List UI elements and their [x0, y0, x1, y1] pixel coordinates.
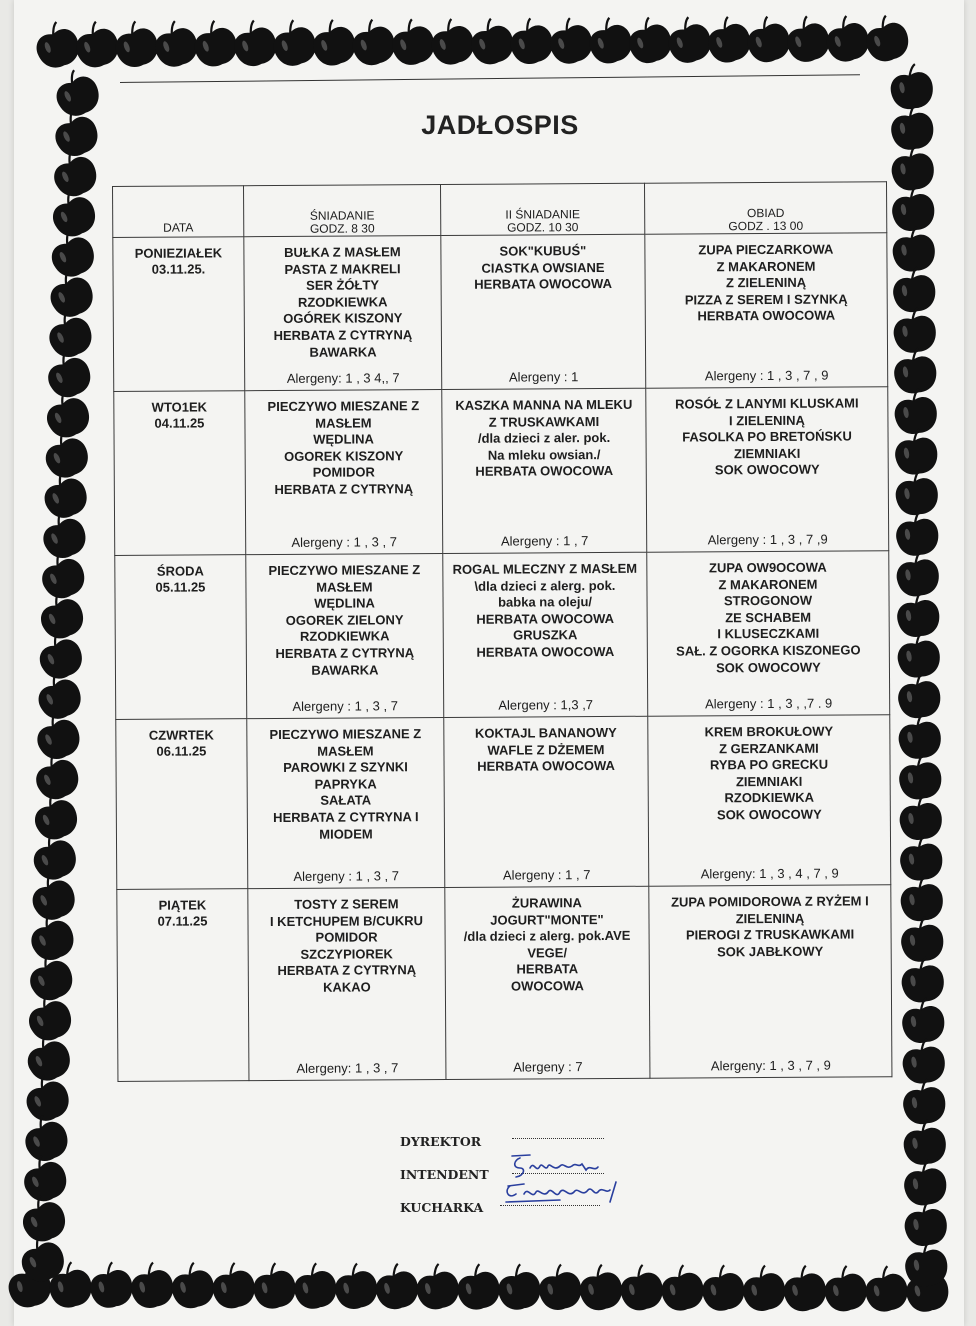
- apple-icon: [411, 1260, 463, 1313]
- handwritten-signature: [490, 1150, 640, 1220]
- meal-items: [449, 561, 641, 662]
- breakfast-cell: [247, 717, 445, 888]
- lunch-cell: [649, 885, 892, 1078]
- meal-item: HERBATA OWOCOWA: [476, 610, 615, 627]
- allergen-note: Alergeny: 1 , 3 4,, 7: [286, 370, 400, 387]
- allergen-note: Alergeny : 1,3 ,7: [498, 697, 594, 714]
- day-date: 03.11.25.: [151, 261, 206, 277]
- apple-icon: [85, 1259, 137, 1312]
- apple-icon: [819, 1262, 871, 1315]
- apple-icon: [656, 1262, 708, 1315]
- lunch-cell: [647, 551, 890, 716]
- apple-icon: [615, 1261, 667, 1314]
- second-breakfast-cell: [442, 388, 647, 553]
- meal-item: Z MAKARONEM: [716, 258, 816, 274]
- meal-item: MASŁEM: [315, 415, 372, 431]
- apple-icon: [109, 17, 164, 72]
- second-breakfast-cell: [444, 716, 649, 887]
- apple-icon: [126, 1259, 178, 1312]
- apple-icon: [895, 752, 944, 802]
- lunch-cell: [648, 715, 891, 886]
- apple-icon: [504, 14, 559, 69]
- header-breakfast-time: GODZ. 8 30: [309, 221, 375, 236]
- breakfast-cell: [248, 887, 446, 1080]
- meal-item: PIECZYWO MIESZANE Z: [268, 562, 421, 579]
- apple-icon: [741, 12, 796, 67]
- allergen-note: Alergeny : 1 , 7: [500, 533, 589, 550]
- apple-icon: [30, 17, 85, 72]
- allergen-note: Alergeny : 1: [508, 369, 579, 385]
- apple-icon: [425, 14, 480, 69]
- meal-item: ZUPA OW9OCOWA: [708, 559, 827, 576]
- meal-item: SOK JABŁKOWY: [717, 943, 824, 960]
- meal-item: BAWARKA: [309, 343, 377, 360]
- meal-item: HERBATA Z CYTRYNĄ: [275, 645, 415, 661]
- meal-item: KASZKA MANNA NA MLEKU: [455, 396, 633, 413]
- meal-items: [451, 895, 643, 996]
- meal-item: Z GERZANKAMI: [719, 740, 819, 756]
- meal-items: [447, 243, 638, 294]
- allergen-note: Alergeny: 1 , 3 , 7: [296, 1060, 399, 1077]
- day-row: [113, 233, 888, 392]
- meal-item: KREM BROKUŁOWY: [704, 723, 834, 740]
- apple-icon: [892, 468, 941, 518]
- meal-items: [254, 896, 439, 997]
- meal-item: I KLUSECZKAMI: [717, 626, 820, 642]
- second-breakfast-cell: [443, 552, 648, 717]
- apple-icon: [738, 1262, 790, 1315]
- meal-item: SOK OWOCOWY: [716, 659, 821, 675]
- apple-icon: [543, 13, 598, 68]
- meal-item: ROGAL MLECZNY Z MASŁEM: [452, 560, 638, 577]
- breakfast-cell: [244, 235, 442, 390]
- apple-icon: [385, 15, 440, 70]
- page-title: JADŁOSPIS: [421, 110, 579, 140]
- second-breakfast-cell: [445, 886, 650, 1079]
- meal-item: OWOCOWA: [510, 978, 584, 994]
- apple-icon: [891, 387, 940, 437]
- header-date: DATA: [113, 186, 244, 238]
- header-second-breakfast: [440, 183, 644, 235]
- header-second-breakfast-name: II ŚNIADANIE: [505, 207, 581, 222]
- meal-item: KAKAO: [323, 979, 371, 995]
- breakfast-cell: [246, 553, 444, 718]
- day-date: 06.11.25: [156, 743, 207, 759]
- apple-icon: [894, 671, 943, 721]
- apple-icon: [888, 184, 937, 234]
- meal-item: ZIEMNIAKI: [735, 773, 803, 789]
- meal-item: VEGE/: [527, 945, 568, 961]
- apple-icon: [898, 996, 947, 1046]
- meal-items: [252, 562, 437, 679]
- apple-icon: [780, 12, 835, 67]
- header-second-breakfast-time: GODZ. 10 30: [507, 220, 579, 235]
- meal-items: [655, 893, 884, 961]
- day-cell: [115, 555, 247, 720]
- apple-icon: [901, 1199, 950, 1249]
- meal-item: POMIDOR: [312, 464, 375, 481]
- day-date: 04.11.25: [154, 415, 205, 431]
- lunch-cell: [646, 387, 889, 552]
- meal-item: KOKTAJL BANANOWY: [474, 724, 617, 741]
- meal-items: [450, 725, 641, 776]
- apple-icon: [889, 224, 938, 274]
- apple-icon: [69, 17, 124, 72]
- day-row: [115, 551, 890, 720]
- header-lunch: [644, 182, 886, 234]
- meal-item: I KETCHUPEM B/CUKRU: [269, 912, 424, 929]
- meal-item: SER ŻÓŁTY: [306, 277, 380, 294]
- meal-item: ŻURAWINA: [511, 895, 582, 911]
- meal-item: ROSÓŁ Z LANYMI KLUSKAMI: [675, 395, 859, 412]
- day-cell: [117, 889, 249, 1082]
- apple-icon: [897, 914, 946, 964]
- meal-item: SAŁATA: [320, 792, 372, 809]
- apple-icon: [889, 265, 938, 315]
- apple-icon: [574, 1261, 626, 1314]
- meal-items: [652, 395, 882, 479]
- breakfast-cell: [245, 389, 443, 554]
- meal-item: PIEROGI Z TRUSKAWKAMI: [685, 926, 855, 943]
- apple-icon: [370, 1260, 422, 1313]
- meal-items: [653, 559, 883, 677]
- meal-item: WĘDLINA: [313, 431, 374, 447]
- header-breakfast: [244, 184, 441, 236]
- meal-items: [250, 244, 435, 361]
- apple-icon: [493, 1261, 545, 1314]
- allergen-note: Alergeny : 1 , 3 , 7: [291, 534, 397, 551]
- apple-icon: [896, 793, 945, 843]
- day-date: 05.11.25: [155, 579, 206, 595]
- apple-icon: [452, 1261, 504, 1314]
- meal-item: /dla dzieci z alerg. pok.AVE: [463, 928, 631, 945]
- allergen-note: Alergeny: 1 , 3 , 4 , 7 , 9: [700, 865, 839, 882]
- cook-label: KUCHARKA: [400, 1200, 484, 1215]
- apple-icon: [894, 630, 943, 680]
- meal-item: SAŁ. Z OGORKA KISZONEGO: [676, 642, 861, 659]
- director-label: DYREKTOR: [400, 1134, 482, 1149]
- apple-icon: [188, 16, 243, 71]
- day-name: CZWRTEK: [148, 727, 214, 743]
- meal-item: \dla dzieci z alerg. pok.: [474, 577, 616, 594]
- meal-item: STROGONOW: [723, 592, 813, 609]
- meal-item: HERBATA OWOCOWA: [476, 643, 615, 660]
- apple-icon: [860, 1263, 912, 1316]
- meal-item: /dla dzieci z aler. pok.: [477, 430, 611, 446]
- meal-item: MASŁEM: [317, 743, 374, 759]
- meal-item: PIZZA Z SEREM I SZYNKĄ: [684, 291, 848, 308]
- apple-icon: [289, 1260, 341, 1313]
- day-date: 07.11.25: [157, 913, 208, 929]
- allergen-note: Alergeny : 1 , 3 , 7 ,9: [707, 532, 828, 548]
- meal-item: ZIELENINĄ: [735, 910, 805, 926]
- allergen-note: Alergeny : 1 , 3 , ,7 . 9: [705, 696, 833, 712]
- meal-item: HERBATA: [516, 961, 579, 977]
- meal-item: PIECZYWO MIESZANE Z: [267, 398, 420, 415]
- second-breakfast-cell: [441, 234, 646, 389]
- meal-item: HERBATA OWOCOWA: [697, 307, 836, 324]
- meal-item: MIODEM: [319, 825, 373, 842]
- meal-items: [251, 398, 436, 499]
- meal-item: OGOREK KISZONY: [284, 448, 404, 464]
- allergen-note: Alergeny : 1 , 7: [502, 867, 591, 884]
- day-cell: [116, 719, 248, 890]
- meal-item: TOSTY Z SEREM: [294, 896, 399, 912]
- apple-icon: [900, 1158, 949, 1208]
- apple-icon: [893, 549, 942, 599]
- meal-item: HERBATA Z CYTRYNĄ: [273, 327, 413, 343]
- apple-icon: [697, 1262, 749, 1315]
- meal-item: CIASTKA OWSIANE: [481, 259, 605, 276]
- meal-item: Z MAKARONEM: [718, 576, 818, 592]
- meal-item: WĘDLINA: [314, 595, 375, 611]
- day-name: PONIEZIAŁEK: [134, 245, 223, 261]
- meal-item: PAPRYKA: [314, 776, 377, 792]
- apple-icon: [166, 1259, 218, 1312]
- apple-icon: [534, 1261, 586, 1314]
- apple-icon: [48, 64, 105, 121]
- meal-item: Z TRUSKAWKAMI: [488, 413, 600, 430]
- apple-icon: [778, 1262, 830, 1315]
- director-signature-line: [512, 1138, 604, 1139]
- apple-icon: [267, 15, 322, 70]
- meal-item: HERBATA OWOCOWA: [475, 463, 614, 480]
- meal-item: SOK OWOCOWY: [714, 462, 820, 478]
- day-row: [117, 885, 892, 1082]
- apple-icon: [227, 16, 282, 71]
- apple-icon: [896, 833, 945, 883]
- meal-item: BAWARKA: [311, 661, 379, 678]
- allergen-note: Alergeny : 1 , 3 , 7: [292, 698, 398, 715]
- apple-icon: [622, 13, 677, 68]
- meal-item: POMIDOR: [315, 929, 378, 945]
- meal-item: ZIEMNIAKI: [733, 445, 801, 461]
- apple-icon: [898, 955, 947, 1005]
- apple-icon: [897, 874, 946, 924]
- meal-item: I ZIELENINĄ: [728, 412, 805, 428]
- meal-item: Na mleku owsian./: [487, 446, 601, 463]
- meal-item: PIECZYWO MIESZANE Z: [269, 726, 422, 743]
- meal-item: SOK OWOCOWY: [716, 806, 822, 823]
- apple-icon: [662, 12, 717, 67]
- apple-icon: [820, 11, 875, 66]
- meal-item: PASTA Z MAKRELI: [284, 260, 401, 277]
- apple-icon: [701, 12, 756, 67]
- apple-icon: [890, 346, 939, 396]
- apple-icon: [893, 590, 942, 640]
- apple-icon: [891, 427, 940, 477]
- header-lunch-time: GODZ . 13 00: [728, 218, 804, 234]
- meal-item: WAFLE Z DŻEMEM: [487, 741, 605, 758]
- apple-icon: [892, 508, 941, 558]
- meal-items: [654, 723, 884, 824]
- apple-icon: [899, 1077, 948, 1127]
- meal-item: ZUPA PIECZARKOWA: [698, 241, 834, 258]
- day-name: ŚRODA: [156, 563, 204, 579]
- day-name: PIĄTEK: [158, 897, 207, 913]
- allergen-note: Alergeny : 7: [513, 1059, 583, 1075]
- meal-item: babka na oleju/: [498, 594, 593, 610]
- apple-icon: [330, 1260, 382, 1313]
- allergen-note: Alergeny : 1 , 3 , 7: [293, 868, 400, 885]
- meal-item: HERBATA Z CYTRYNĄ: [277, 962, 417, 979]
- allergen-note: Alergeny: 1 , 3 , 7 , 9: [710, 1058, 831, 1074]
- apple-icon: [248, 1260, 300, 1313]
- apple-icon: [583, 13, 638, 68]
- apple-icon: [464, 14, 519, 69]
- meal-item: RZODKIEWKA: [299, 628, 390, 645]
- meal-item: ZUPA POMIDOROWA Z RYŻEM I: [671, 893, 869, 910]
- allergen-note: Alergeny : 1 , 3 , 7 , 9: [704, 368, 829, 384]
- day-cell: [114, 391, 246, 556]
- meal-item: BUŁKA Z MASŁEM: [284, 244, 401, 260]
- header-row: [113, 182, 887, 238]
- meal-items: [253, 726, 438, 843]
- apple-icon: [859, 11, 914, 66]
- meal-item: MASŁEM: [316, 579, 373, 595]
- header-breakfast-name: ŚNIADANIE: [309, 208, 375, 223]
- meal-item: SOK"KUBUŚ": [499, 243, 587, 259]
- meal-items: [651, 241, 881, 325]
- meal-item: RYBA PO GRECKU: [709, 756, 829, 773]
- meal-item: OGÓREK KISZONY: [283, 310, 403, 327]
- meal-item: GRUSZKA: [513, 627, 578, 643]
- apple-icon: [306, 15, 361, 70]
- apple-icon: [887, 102, 936, 152]
- apple-icon: [900, 1117, 949, 1167]
- apple-icon: [887, 62, 936, 112]
- meal-item: HERBATA OWOCOWA: [474, 276, 612, 292]
- meal-item: OGOREK ZIELONY: [285, 612, 404, 628]
- meal-item: RZODKIEWKA: [724, 790, 815, 806]
- day-row: [114, 387, 889, 556]
- intendent-label: INTENDENT: [400, 1167, 489, 1182]
- meal-item: JOGURT"MONTE": [490, 911, 604, 928]
- meal-item: RZODKIEWKA: [297, 294, 388, 310]
- apple-icon: [346, 15, 401, 70]
- day-name: WTO1EK: [151, 399, 208, 415]
- apple-icon: [890, 305, 939, 355]
- meal-item: PAROWKI Z SZYNKI: [283, 759, 408, 776]
- header-lunch-name: OBIAD: [746, 205, 785, 221]
- meal-item: Z ZIELENINĄ: [725, 274, 807, 291]
- meal-item: HERBATA Z CYTRYNA I: [273, 809, 419, 825]
- apple-icon: [895, 711, 944, 761]
- meal-item: HERBATA Z CYTRYNĄ: [274, 481, 414, 497]
- apple-icon: [888, 143, 937, 193]
- meal-item: ZE SCHABEM: [725, 609, 812, 626]
- apple-icon: [899, 1036, 948, 1086]
- apple-icon: [148, 16, 203, 71]
- menu-table: [112, 181, 892, 1082]
- lunch-cell: [645, 233, 888, 388]
- meal-item: FASOLKA PO BRETOŃSKU: [682, 428, 852, 445]
- day-row: [116, 715, 891, 890]
- meal-item: HERBATA OWOCOWA: [477, 758, 615, 774]
- day-cell: [113, 237, 245, 392]
- apple-icon: [207, 1259, 259, 1312]
- meal-item: SZCZYPIOREK: [300, 946, 393, 962]
- meal-items: [448, 397, 640, 481]
